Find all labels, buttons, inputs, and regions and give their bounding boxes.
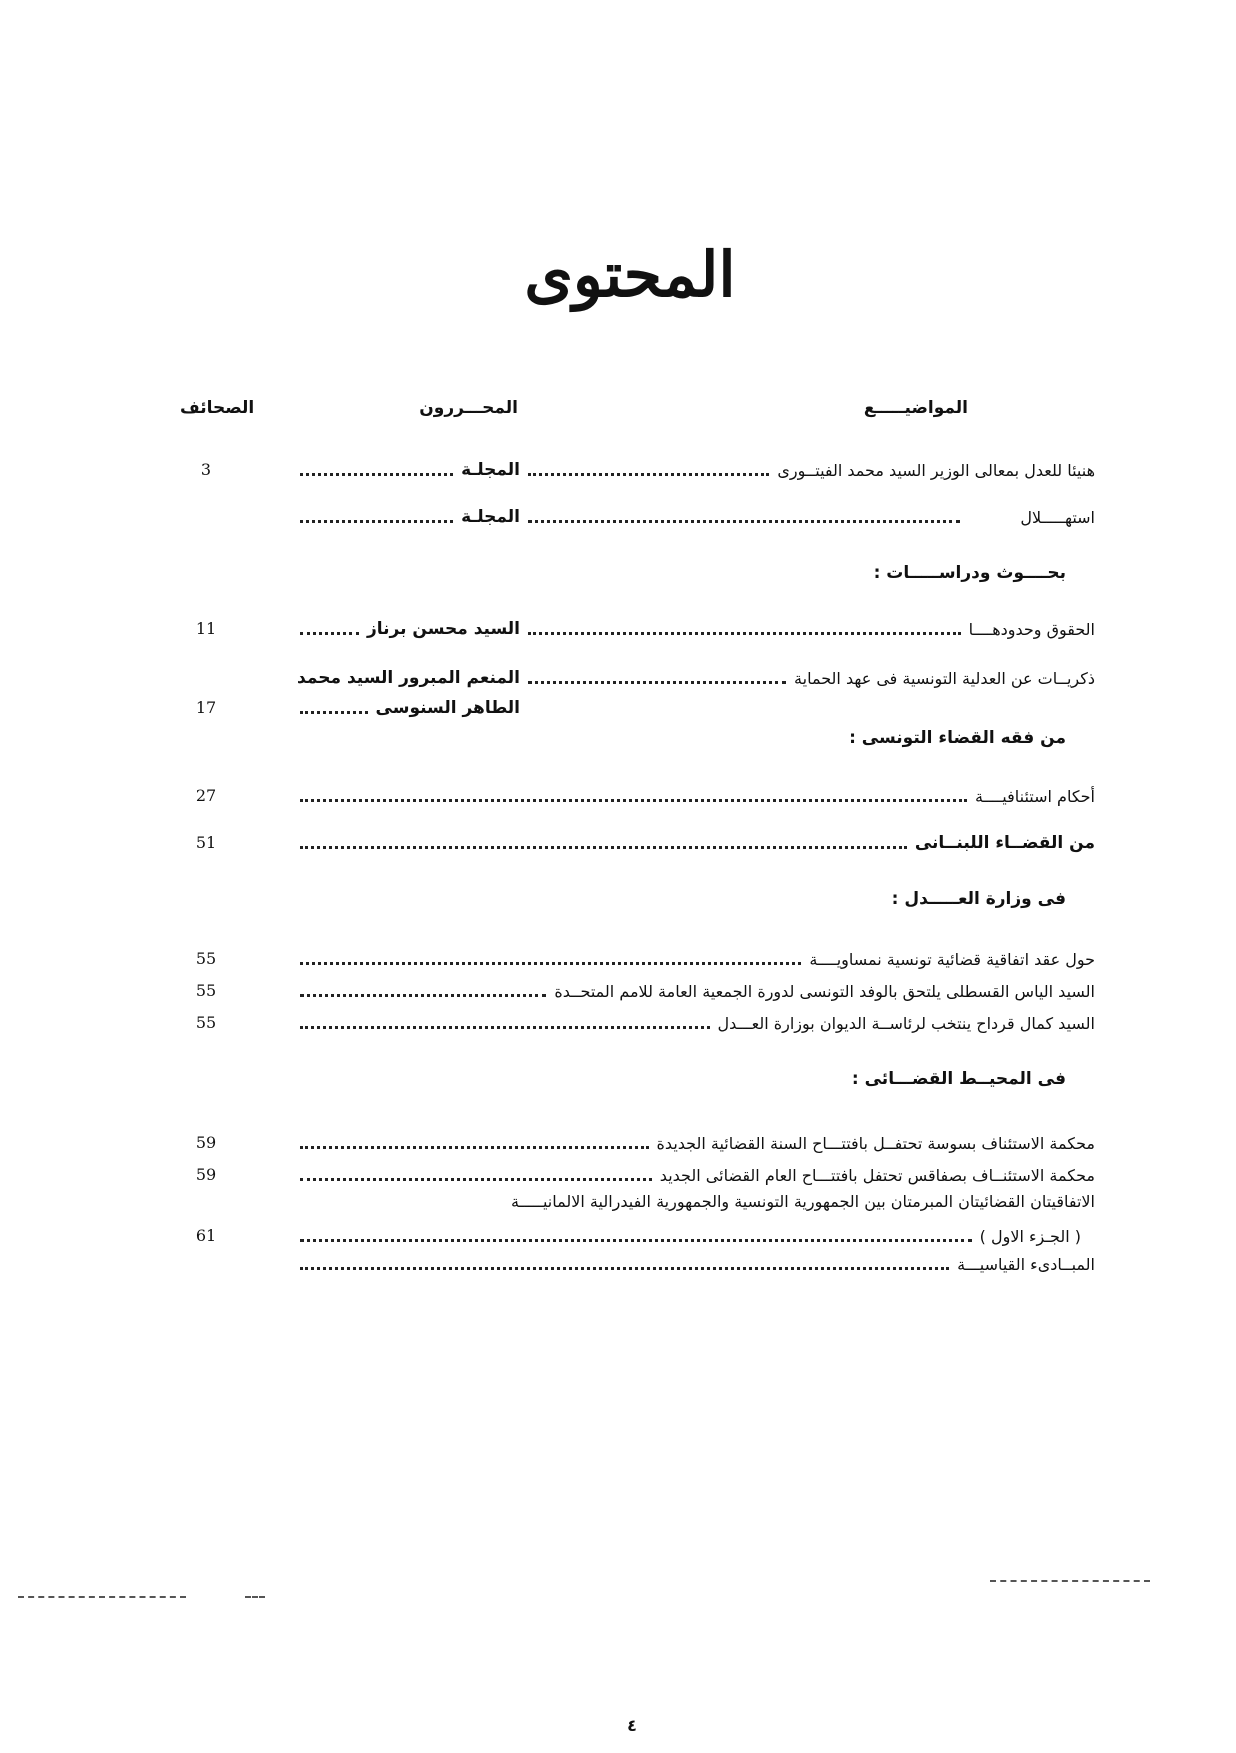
entry-topic-line2: ( الجـزء الاول ) <box>979 1226 1081 1246</box>
dot-leader <box>528 624 961 635</box>
toc-entry <box>292 978 1095 1004</box>
dot-leader <box>300 465 453 476</box>
toc-entry <box>292 1188 1095 1214</box>
toc-entry <box>292 457 1095 483</box>
dot-leader <box>300 624 359 635</box>
entry-page: 55 <box>195 981 217 1000</box>
entry-topic: محكمة الاستئنــاف بصفاقس تحتفل بافتتـــاح العام القضائى الجديد <box>659 1165 1095 1185</box>
entry-topic: الاتفاقيتان القضائيتان المبرمتان بين الجمهورية التونسية والجمهورية الفيدرالية الالمانيـــــة <box>510 1191 1095 1211</box>
dot-leader <box>300 791 967 802</box>
toc-entry <box>292 1251 1095 1277</box>
scan-artifact-line <box>18 1596 186 1598</box>
entry-topic: المبــادىء القياسيـــة <box>957 1254 1095 1274</box>
entry-page: 59 <box>195 1165 217 1184</box>
toc-entry <box>292 1010 1095 1036</box>
toc-entry <box>292 1162 1095 1188</box>
entry-topic: هنيئا للعدل بمعالى الوزير السيد محمد الفيتــورى <box>777 460 1095 480</box>
dot-leader <box>300 1231 972 1242</box>
dot-leader <box>300 986 546 997</box>
entry-author-line2: الطاهر السنوسى <box>375 698 520 718</box>
dot-leader <box>528 512 960 523</box>
entry-topic: السيد كمال قرداح ينتخب لرئاســة الديوان بوزارة العـــدل <box>717 1013 1095 1033</box>
dot-leader <box>300 512 453 523</box>
dot-leader <box>300 1170 652 1181</box>
page-number: ٤ <box>627 1716 637 1735</box>
dot-leader <box>300 838 907 849</box>
entry-page: 55 <box>195 949 217 968</box>
scan-artifact-line <box>990 1580 1150 1582</box>
dot-leader <box>300 1018 710 1029</box>
scan-artifact-line <box>245 1596 265 1598</box>
dot-leader <box>300 1259 949 1270</box>
entry-topic: أحكام استئنافيــــة <box>974 786 1095 806</box>
section-heading: من فقه القضاء التونسى : <box>849 728 1066 748</box>
toc-entry <box>292 1130 1095 1156</box>
toc-entry-continuation <box>292 1223 1095 1249</box>
entry-topic: ذكريــات عن العدلية التونسية فى عهد الحماية <box>794 668 1095 688</box>
entry-topic: من القضــاء اللبنــانى <box>914 833 1095 853</box>
page-title: المحتوى <box>524 238 736 311</box>
entry-page: 27 <box>195 786 217 805</box>
column-header-authors: المحـــررون <box>419 398 518 418</box>
dot-leader <box>528 465 769 476</box>
entry-author: السيد محسن برناز <box>367 619 520 639</box>
dot-leader <box>528 673 786 684</box>
entry-topic: حول عقد اتفاقية قضائية تونسية نمساويــــة <box>809 949 1095 969</box>
dot-leader <box>300 703 368 714</box>
entry-topic: السيد الياس القسطلى يلتحق بالوفد التونسى لدورة الجمعية العامة للامم المتحــدة <box>554 981 1095 1001</box>
entry-author: المنعم المبرور السيد محمد <box>297 668 520 688</box>
entry-topic: الحقوق وحدودهــــا <box>968 619 1095 639</box>
entry-page: 3 <box>200 460 212 479</box>
section-heading: فى وزارة العـــــدل : <box>891 889 1066 909</box>
dot-leader <box>300 954 801 965</box>
toc-entry <box>292 783 1095 809</box>
toc-entry <box>292 830 1095 856</box>
column-header-pages: الصحائف <box>180 398 255 418</box>
section-heading: بحــــوث ودراســـــات : <box>873 563 1066 583</box>
entry-author: المجلـة <box>461 460 520 480</box>
entry-page: 51 <box>195 833 217 852</box>
section-heading: فى المحيــط القضـــائى : <box>851 1069 1066 1089</box>
entry-topic: محكمة الاستئناف بسوسة تحتفــل بافتتـــاح السنة القضائية الجديدة <box>656 1133 1095 1153</box>
toc-entry <box>292 616 1095 642</box>
entry-page: 55 <box>195 1013 217 1032</box>
entry-page: 61 <box>195 1226 217 1245</box>
entry-page: 17 <box>195 698 217 717</box>
entry-author: المجلـة <box>461 507 520 527</box>
entry-topic: استهـــــلال <box>1020 507 1095 527</box>
dot-leader <box>300 1138 649 1149</box>
toc-entry <box>292 665 1095 691</box>
toc-entry-continuation <box>292 695 1095 721</box>
toc-entry <box>292 504 1095 530</box>
entry-page: 11 <box>195 619 217 638</box>
entry-page: 59 <box>195 1133 217 1152</box>
toc-entry <box>292 946 1095 972</box>
column-header-topics: المواضيـــــع <box>863 398 968 418</box>
